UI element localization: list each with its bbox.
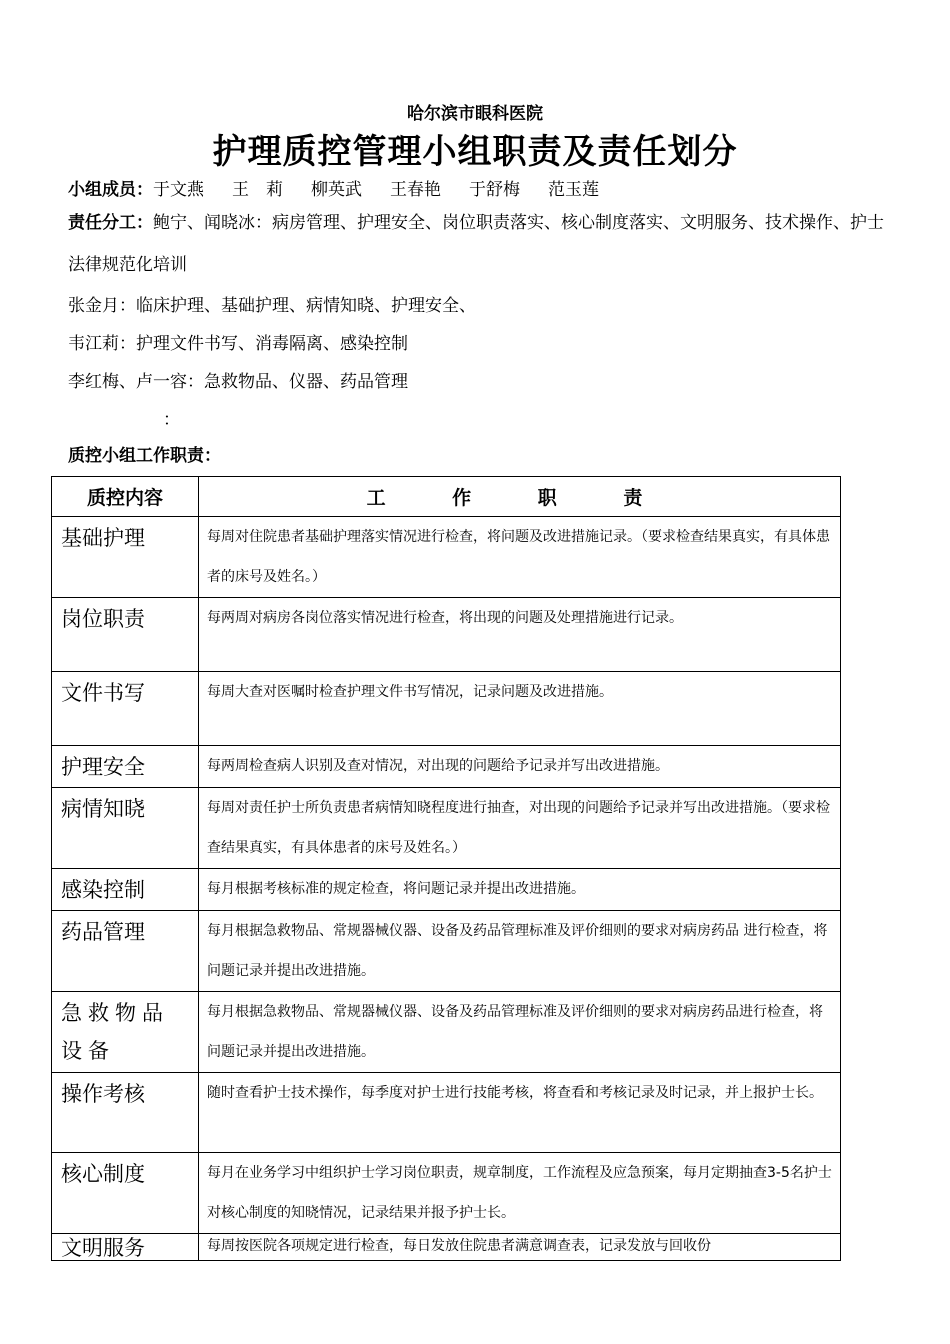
table-row: [52, 911, 841, 992]
member-name: 于文燕: [153, 180, 204, 200]
row-item: 病情知晓: [52, 788, 199, 869]
member-name: 王 莉: [232, 180, 283, 200]
division-line-2: 张金月：临床护理、基础护理、病情知晓、护理安全、: [68, 296, 476, 316]
row-item: 操作考核: [52, 1073, 199, 1153]
column-header-duty: 工 作 职 责: [199, 477, 841, 517]
table-row: [52, 1234, 841, 1261]
row-desc: 每两周对病房各岗位落实情况进行检查，将出现的问题及处理措施进行记录。: [199, 598, 841, 672]
member-name: 范玉莲: [548, 180, 599, 200]
document-title: 护理质控管理小组职责及责任划分: [212, 132, 738, 172]
table-row: [52, 746, 841, 788]
division-label: 责任分工：: [68, 213, 153, 233]
table-row: [52, 992, 841, 1073]
member-name: 于舒梅: [469, 180, 520, 200]
stray-colon: ：: [163, 410, 180, 430]
division-line-3: 韦江莉：护理文件书写、消毒隔离、感染控制: [68, 334, 408, 354]
table-row: [52, 869, 841, 911]
division-line-1: [68, 202, 888, 286]
members-line: [68, 175, 627, 200]
table-row: [52, 672, 841, 746]
duties-table: [51, 476, 841, 1261]
division-text: 鲍宁、闻晓冰：病房管理、护理安全、岗位职责落实、核心制度落实、文明服务、技术操作、护士法律规范化培训: [68, 213, 884, 275]
row-desc: 每周对责任护士所负责患者病情知晓程度进行抽查，对出现的问题给予记录并写出改进措施。（要求检查结果真实，有具体患者的床号及姓名。）: [199, 788, 841, 869]
column-header-item: 质控内容: [52, 477, 199, 517]
table-row: [52, 1153, 841, 1234]
member-name: 柳英武: [311, 180, 362, 200]
row-item: 药品管理: [52, 911, 199, 992]
table-row: [52, 1073, 841, 1153]
row-item: 核心制度: [52, 1153, 199, 1234]
row-desc: 每月根据急救物品、常规器械仪器、设备及药品管理标准及评价细则的要求对病房药品 进行检查，将问题记录并提出改进措施。: [199, 911, 841, 992]
hospital-name: 哈尔滨市眼科医院: [407, 104, 543, 124]
row-desc: 每月根据考核标准的规定检查，将问题记录并提出改进措施。: [199, 869, 841, 911]
row-desc: 每月在业务学习中组织护士学习岗位职责，规章制度，工作流程及应急预案，每月定期抽查3-5名护士对核心制度的知晓情况，记录结果并报予护士长。: [199, 1153, 841, 1234]
member-name: 王春艳: [390, 180, 441, 200]
row-item: 文明服务: [52, 1234, 199, 1261]
table-header-row: [52, 477, 841, 517]
division-line-4: 李红梅、卢一容：急救物品、仪器、药品管理: [68, 372, 408, 392]
row-desc: 每两周检查病人识别及查对情况，对出现的问题给予记录并写出改进措施。: [199, 746, 841, 788]
row-item: 岗位职责: [52, 598, 199, 672]
row-desc: 每周对住院患者基础护理落实情况进行检查，将问题及改进措施记录。（要求检查结果真实，有具体患者的床号及姓名。）: [199, 517, 841, 598]
table-row: [52, 517, 841, 598]
row-desc: 每月根据急救物品、常规器械仪器、设备及药品管理标准及评价细则的要求对病房药品进行检查，将问题记录并提出改进措施。: [199, 992, 841, 1073]
row-item: 文件书写: [52, 672, 199, 746]
table-row: [52, 598, 841, 672]
row-desc: 每周大查对医嘱时检查护理文件书写情况，记录问题及改进措施。: [199, 672, 841, 746]
members-label: 小组成员：: [68, 180, 153, 200]
row-desc: 每周按医院各项规定进行检查，每日发放住院患者满意调查表，记录发放与回收份: [199, 1234, 841, 1261]
row-item: 感染控制: [52, 869, 199, 911]
row-item: 基础护理: [52, 517, 199, 598]
row-item: 急救物品设备: [52, 992, 199, 1073]
duties-heading: 质控小组工作职责：: [68, 446, 221, 466]
row-desc: 随时查看护士技术操作，每季度对护士进行技能考核，将查看和考核记录及时记录，并上报护士长。: [199, 1073, 841, 1153]
row-item: 护理安全: [52, 746, 199, 788]
table-row: [52, 788, 841, 869]
